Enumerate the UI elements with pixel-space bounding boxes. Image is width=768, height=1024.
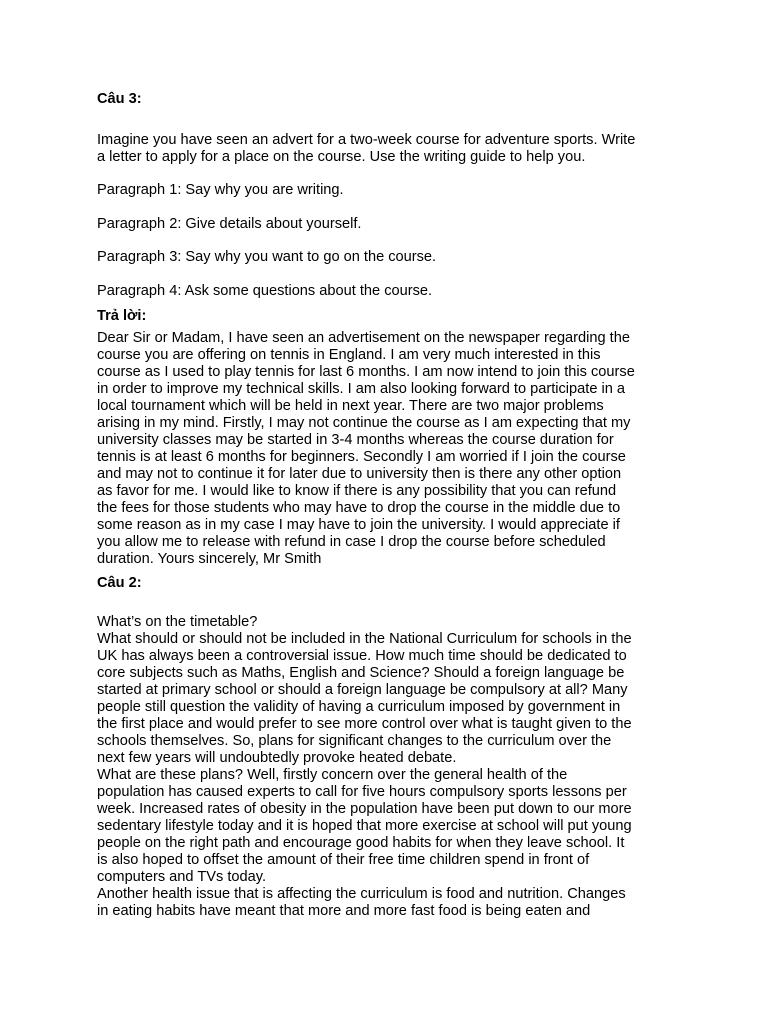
text-line: people on the right path and encourage good habits for when they leave school. It — [97, 835, 625, 851]
writing-guide-paragraph-3 — [97, 249, 677, 266]
question-2-heading: Câu 2: — [97, 575, 142, 591]
answer-label: Trả lời: — [97, 308, 147, 324]
answer-line: as favor for me. I would like to know if there is any possibility that you can refund — [97, 483, 617, 499]
text-line: the first place and would prefer to see more control over what is taught given to the — [97, 716, 632, 732]
answer-line: duration. Yours sincerely, Mr Smith — [97, 551, 322, 567]
writing-guide-paragraph-4 — [97, 283, 677, 300]
answer-line: and may not to continue it for later due to university then is there any other option — [97, 466, 622, 482]
answer-line: local tournament which will be held in next year. There are two major problems — [97, 398, 604, 414]
prompt-line: Imagine you have seen an advert for a two-week course for adventure sports. Write — [97, 132, 636, 148]
question-3-prompt — [97, 132, 677, 166]
text-line: in eating habits have meant that more and more fast food is being eaten and — [97, 903, 591, 919]
text-line: UK has always been a controversial issue. How much time should be dedicated to — [97, 648, 627, 664]
answer-letter — [97, 330, 677, 568]
text-line: Another health issue that is affecting the curriculum is food and nutrition. Changes — [97, 886, 626, 902]
guide-line: Paragraph 2: Give details about yourself. — [97, 216, 362, 232]
text-line: started at primary school or should a foreign language be compulsory at all? Many — [97, 682, 628, 698]
answer-line: tennis is at least 6 months for beginners. Secondly I am worried if I join the course — [97, 449, 626, 465]
guide-line: Paragraph 4: Ask some questions about the course. — [97, 283, 433, 299]
question-2-text — [97, 614, 677, 920]
text-line: week. Increased rates of obesity in the population have been put down to our more — [97, 801, 632, 817]
text-line: What should or should not be included in the National Curriculum for schools in the — [97, 631, 632, 647]
prompt-line: a letter to apply for a place on the course. Use the writing guide to help you. — [97, 149, 586, 165]
answer-line: course as I used to play tennis for last 6 months. I am now intend to join this course — [97, 364, 635, 380]
answer-line: some reason as in my case I may have to join the university. I would appreciate if — [97, 517, 620, 533]
text-line: sedentary lifestyle today and it is hoped that more exercise at school will put young — [97, 818, 632, 834]
text-line: next few years will undoubtedly provoke heated debate. — [97, 750, 457, 766]
writing-guide-paragraph-2 — [97, 216, 677, 233]
question-2-section — [97, 575, 677, 592]
text-line: is also hoped to offset the amount of their free time children spend in front of — [97, 852, 590, 868]
answer-line: you allow me to release with refund in case I drop the course before scheduled — [97, 534, 606, 550]
text-line: What are these plans? Well, firstly concern over the general health of the — [97, 767, 568, 783]
question-3-heading: Câu 3: — [97, 91, 142, 107]
text-line: schools themselves. So, plans for significant changes to the curriculum over the — [97, 733, 612, 749]
writing-guide-paragraph-1 — [97, 182, 677, 199]
text-line: What’s on the timetable? — [97, 614, 258, 630]
answer-line: course you are offering on tennis in England. I am very much interested in this — [97, 347, 601, 363]
text-line: computers and TVs today. — [97, 869, 266, 885]
answer-label-block — [97, 308, 677, 325]
text-line: population has caused experts to call for five hours compulsory sports lessons per — [97, 784, 627, 800]
text-line: people still question the validity of having a curriculum imposed by government in — [97, 699, 621, 715]
text-line: core subjects such as Maths, English and Science? Should a foreign language be — [97, 665, 625, 681]
guide-line: Paragraph 3: Say why you want to go on the course. — [97, 249, 437, 265]
question-3-section — [97, 91, 677, 108]
guide-line: Paragraph 1: Say why you are writing. — [97, 182, 344, 198]
answer-line: the fees for those students who may have to drop the course in the middle due to — [97, 500, 621, 516]
answer-line: university classes may be started in 3-4 months whereas the course duration for — [97, 432, 614, 448]
answer-line: in order to improve my technical skills. I am also looking forward to participate in a — [97, 381, 626, 397]
answer-line: Dear Sir or Madam, I have seen an advertisement on the newspaper regarding the — [97, 330, 630, 346]
answer-line: arising in my mind. Firstly, I may not continue the course as I am expecting that my — [97, 415, 631, 431]
